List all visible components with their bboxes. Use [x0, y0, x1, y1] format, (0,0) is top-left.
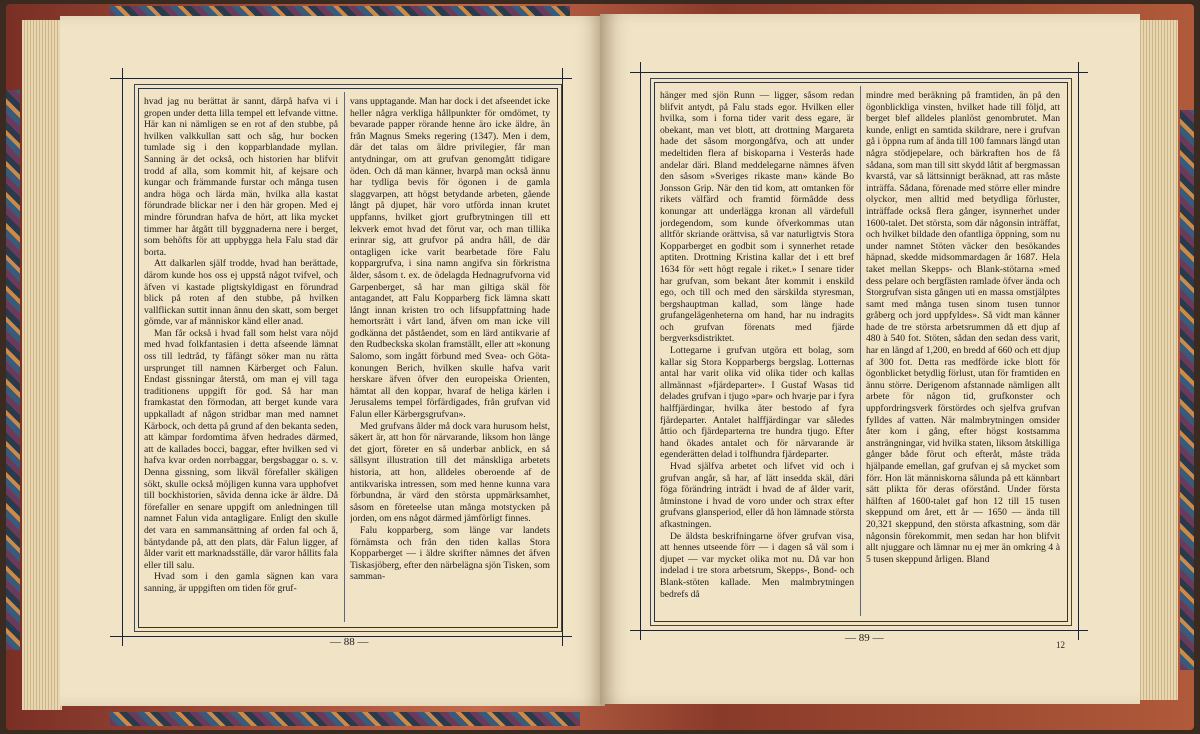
- marbled-edge-left: [6, 90, 20, 650]
- page-number-right: — 89 —: [845, 632, 884, 644]
- left-column-divider: [344, 92, 345, 622]
- right-left-rule: [640, 62, 641, 640]
- paragraph: Lottegarne i grufvan utgöra ett bolag, som kallar sig Stora Kopparbergs bergslag. Lotternas antal har varit olika vid olika tider och kallas allmännast »fjärdeparter». I Gustaf Wasas tid delades grufvan i tjugo »par» och hvarje par i fyra halffjärdingar, hvilka äter bestodo af fyra fjärdeparter. Antalet halffjärdingar var således åttio och fjärdeparterna tre hundra tjugo. Efter hand ökades antalet och för närvarande är egenderätten delad i tolfhundra fjärdeparter.: [660, 345, 854, 461]
- page-number-left: — 88 —: [330, 636, 369, 648]
- paragraph: Att dalkarlen själf trodde, hvad han berättade, därom kunde hos oss ej uppstå något tvifvel, och äfven vi kastade pligtskyldigast en förundrad blick på roten af den stubbe, på hvilken vallflickan suttit innan ännu den skatt, som berget gömde, var af människor känd eller anad.: [144, 258, 338, 328]
- right-column-divider: [860, 86, 861, 616]
- paragraph: De äldsta beskrifningarne öfver grufvan visa, att hennes utseende förr — i dagen så väl som i djupet — var mycket olika mot nu. Då var hon indelad i tre stora arbetsrum, Skepps-, Bond- och Blank-stöten kallade. Men malmbrytningen bedrefs då: [660, 530, 854, 600]
- marbled-edge-bottom: [110, 712, 580, 726]
- right-column-1: [660, 90, 854, 610]
- signature-mark: 12: [1056, 640, 1065, 650]
- left-column-2: [350, 96, 550, 616]
- right-column-2: [866, 90, 1060, 610]
- left-column-1: [144, 96, 338, 616]
- page-edges-right: [1138, 20, 1178, 700]
- page-edges-left: [22, 20, 62, 710]
- paragraph: Hvad själfva arbetet och lifvet vid och i grufvan angår, så har, af lätt insedda skäl, däri föga förändring inträdt i hvad de af ålder varit, åtminstone i hvad de voro under och strax efter grufvans glansperiod, eller då hon lämnade största afkastningen.: [660, 461, 854, 530]
- right-right-rule: [1078, 62, 1079, 640]
- left-top-rule: [110, 78, 572, 79]
- paragraph: hvad jag nu berättat är sannt, därpå hafva vi i gropen under detta lilla tempel ett lefvande vittne. Här kan ni nämligen se en rot af den stubbe, på hvilken valkkullan satt och såg, hur bocken tumlade sig i den kopparblandade myllan. Sanning är det också, och historien har blifvit trodd af alla, som kommit hit, af kejsare och kungar och främmande furstar och många tusen andra höga och lärda män, hvilka alla kastat förundrade blickar ner i den här gropen. Med ej mindre förundran hafva de hört, att lika mycket timmer har åtgått till byggnaderna nere i berget, som behöfts för att uppbygga hela Falu stad där borta.: [144, 96, 338, 258]
- left-right-rule: [562, 68, 563, 646]
- right-top-rule: [630, 72, 1088, 73]
- paragraph: Man får också i hvad fall som helst vara nöjd med hvad folkfantasien i detta afseende lämnat oss till ledtråd, ty fåfängt söker man nu rätta ursprunget till namnen Kärberget och Falun. Endast gissningar återstå, om man ej vill taga traditionens uppgift för god. Så har man framkastat den förmodan, att berget kunde vara uppkalladt af någon stridbar man med namnet Kärbock, och detta på grund af den bekanta seden, att kämpar fordomtima äfven hedrades därmed, att de kallades bocci, baggar, efter hvilken sed vi hafva kvar orden norrbaggar, bergsbaggar o. s. v. Denna gissning, som likväl förefaller skäligen sökt, skulle också möjligen kunna vara upphofvet till bockhistorien, såvida denna icke är äldre. Då förefaller en senare uppgift om anledningen till namnet Falun vida antagligare. Enligt den skulle det vara en sammansättning af orden fal och å, bäntydande på, att den plats, där Falun ligger, af ålder varit ett marknadsställe, där varor hållits fala eller till salu.: [144, 327, 338, 571]
- paragraph: mindre med beräkning på framtiden, än på den ögonblickliga vinsten, hvilket hade till följd, att berget blef alldeles planlöst genombrutet. Man kunde, enligt en samtida skildrare, nere i grufvan gå i öppna rum af ända till 100 famnars längd utan några stödjepelare, och bärkraften hos de få sådana, som man till sitt skydd låtit af bergmassan kvarstå, var så lättsinnigt beräknad, att ras måste inträffa. Sådana, förenade med större eller mindre olyckor, men alltid med betydliga förluster, inträffade också flera gånger, isynnerhet under 1600-talet. Det största, som där någonsin inträffat, och hvilket bildade den ofantliga öppning, som nu under namnet Stöten väcker den besökandes häpnad, skedde midsommardagen år 1687. Hela taket mellan Skepps- och Blank-stötarna »med dess pelare och bergfästen ramlade öfver ända och Storgrufvan sista gången uti en massa omstjälptes samt med många tusen sinom tusen tunnor gråberg och jord uppfyldes». Så vidt man känner hade de tre största arbetsrummen då ett djup af 480 à 540 fot. Stöten, sådan den sedan dess varit, har en längd af 1,200, en bredd af 660 och ett djup af 300 fot. Detta ras medförde icke blott för ögonblicket betydlig förlust, utan för framtiden en ännu större. Derigenom afstannade nämligen allt arbete för någon tid, grufkonster och uppfordringsverk förstördes och sjelfva grufvan fylldes af vatten. När malmbrytningen omsider åter kom i gång, efter högst kostsamma ansträngningar, vid hvilka staten, liksom åtskilliga gånger både förut och efteråt, måste träda hjälpande emellan, gaf grufvan ej så mycket som förr. Hon lät människorna sålunda på ett kännbart sätt plikta för deras oförstånd. Under första hälften af 1600-talet gaf hon 12 till 15 tusen skeppund om året, ett år — 1650 — ända till 20,321 skeppund, den största afkastning, som där någonsin förekommit, men sedan har hon blifvit allt njuggare och lämnar nu ej mer än omkring 4 à 5 tusen skeppund årligen. Bland: [866, 90, 1060, 565]
- left-left-rule: [122, 68, 123, 646]
- paragraph: Falu kopparberg, som länge var landets förnämsta och från den tiden kallas Stora Kopparberget — i äldre skrifter nämnes det äfven Tiskasjöberg, efter den närbelägna sjön Tisken, som samman-: [350, 524, 550, 583]
- paragraph: Hvad som i den gamla sägnen kan vara sanning, är uppgiften om tiden för gruf-: [144, 571, 338, 594]
- paragraph: hänger med sjön Runn — ligger, såsom redan blifvit antydt, på Falu stads egor. Hvilken eller hvilka, som i forna tider varit dess egare, är obekant, man vet blott, att drottning Margareta hade det såsom morgongåfva, och att under medeltiden flera af biskoparna i Vesterås hade andelar däri. Bland meddelegarne nämnes äfven den såsom »Sveriges rikaste man» kände Bo Jonsson Grip. När den tid kom, att omtanken för rikets välfärd och framtid förmådde dess konungar att underlägga kronan all värdefull jordegendom, som kunde öfverkommas utan alltför skriande orättvisa, så var naturligtvis Stora Kopparberget en godbit som i synnerhet retade aptiten. Drottning Kristina kallar det i ett bref 1634 för »ett högt regale i riket.» I senare tider har grufvan, som bekant åter kommit i enskild ego, och till och med den särskilda styresman, bergshauptman kallad, som länge hade grufangelägenheterna om hand, har nu indragits och grufvan förenats med fjärde bergverksdistriktet.: [660, 90, 854, 345]
- paragraph: Med grufvans ålder må dock vara hurusom helst, säkert är, att hon för närvarande, liksom hon länge det gjort, företer en så underbar anblick, en så sällsynt illustration till det mänskliga arbetets historia, att hon, alldeles oberoende af de antikvariska intressen, som med henne kunna vara förbundna, är värd den största uppmärksamhet, såsom en företeelse utan många motstycken på jorden, om ens något därmed jämförligt finnes.: [350, 420, 550, 525]
- paragraph: vans upptagande. Man har dock i det afseendet icke heller några verkliga hållpunkter för omdömet, ty bevarade papper rörande henne äro icke äldre, än från Magnus Smeks regering (1347). Men i dem, där det talas om äldre privilegier, får man antydningar, om att grufvan genomgått tidigare öden. Och då man känner, hvarpå man också ännu har tydliga bevis för ögonen i de gamla slaggvarpen, att högst betydande arbeten, gående långt på djupet, här voro utförda innan krutet uppfanns, hvilket gjort grufbrytningen till ett lekverk emot hvad det förut var, och man tillika erinrar sig, att grufvor på andra håll, de där ontagligen icke varit bearbetade före Falu koppargrufva, i sina namn angifva sin förkristna ålder, såsom t. ex. de ödelagda Hednagrufvorna vid Garpenberget, så har man giltiga skäl för antagandet, att Falu Kopparberg fick lämna skatt långt innan kristen tro och lifsuppfattning hade hemortsrätt i vårt land, äfven om man icke vill godkänna det påståendet, som en lärd antikvarie af den Rudbeckska skolan framställt, eller att »konung Salomo, som ingått förbund med Svea- och Göta-konungen Berich, hvilken skulle hafva varit herskare äfven öfver den europeiska Orienten, hämtat all den koppar, hvaraf de heliga kärlen i Jerusalems tempel förfärdigades, från grufvan vid Falun eller Kärbergsgrufvan».: [350, 96, 550, 421]
- marbled-edge-right: [1180, 110, 1194, 670]
- right-bottom-rule: [630, 630, 1088, 631]
